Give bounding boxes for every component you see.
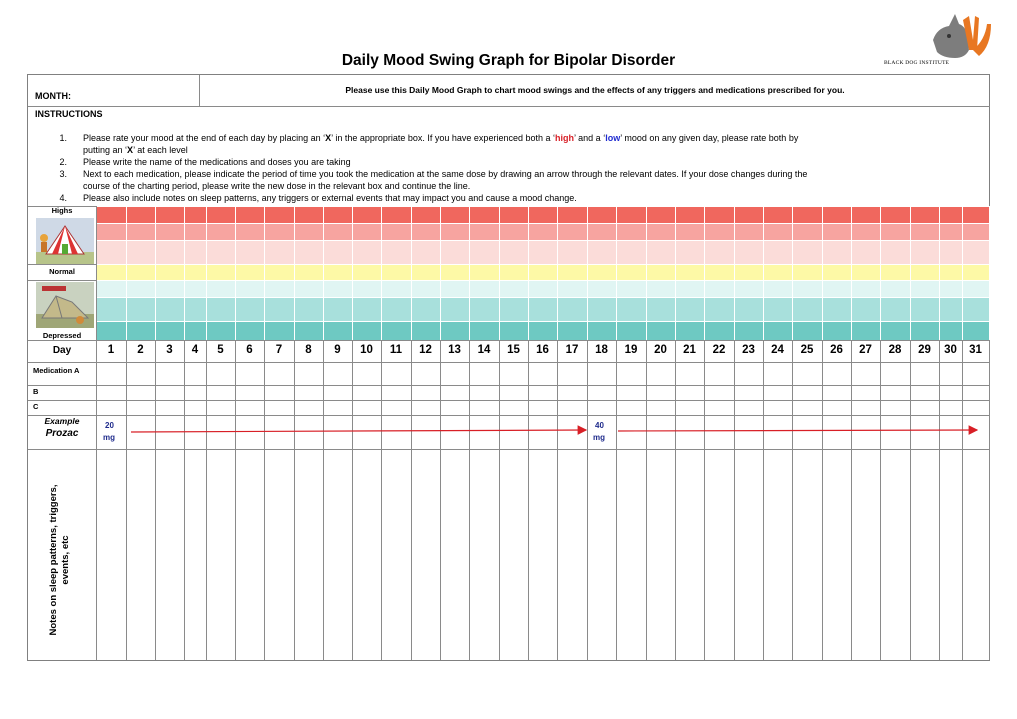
day-number: 3 — [166, 344, 173, 356]
day-number: 18 — [595, 344, 608, 356]
day-number: 21 — [683, 344, 696, 356]
day-number: 27 — [859, 344, 872, 356]
day-number: 25 — [800, 344, 814, 356]
day-number: 8 — [305, 344, 312, 356]
page-title: Daily Mood Swing Graph for Bipolar Disorder — [341, 52, 676, 69]
instruction-3-line-2: course of the charting period, please write the new dose in the relevant box and continue the line. — [83, 181, 471, 191]
instruction-num: 1. — [59, 133, 67, 143]
instruction-num: 2. — [59, 157, 67, 167]
medication-b-label: B — [33, 387, 39, 396]
day-number: 17 — [565, 344, 579, 356]
highs-label: Highs — [51, 206, 73, 215]
normal-label: Normal — [49, 267, 75, 276]
day-label: Day — [52, 345, 72, 356]
depressed-label: Depressed — [42, 331, 82, 340]
day-number: 22 — [712, 344, 726, 356]
day-number: 16 — [536, 344, 549, 356]
day-number: 23 — [742, 344, 755, 356]
day-number: 29 — [918, 344, 931, 356]
day-number: 11 — [389, 344, 403, 356]
day-number: 19 — [624, 344, 638, 356]
instruction-2: Please write the name of the medications and doses you are taking — [83, 157, 351, 167]
day-number: 26 — [830, 344, 843, 356]
instruction-4: Please also include notes on sleep patterns, any triggers or external events that may impact you and cause a mood change. — [83, 193, 577, 203]
day-number: 1 — [107, 344, 115, 356]
day-number: 20 — [654, 344, 667, 356]
day-number: 2 — [137, 344, 144, 356]
day-number: 24 — [771, 344, 784, 356]
day-number: 5 — [217, 344, 224, 356]
instruction-1-line-2: putting an ‘X’ at each level — [83, 145, 188, 155]
dose-arrow-2[interactable] — [618, 430, 977, 431]
dose-arrow-1[interactable] — [131, 430, 586, 432]
day-number: 10 — [360, 344, 373, 356]
day-number: 30 — [944, 344, 957, 356]
example-label: Example — [44, 416, 80, 426]
day-number: 13 — [448, 344, 461, 356]
intro-text: Please use this Daily Mood Graph to chart mood swings and the effects of any triggers and medications prescribed for you. — [345, 85, 845, 95]
day-number: 12 — [419, 344, 432, 356]
instruction-3-line-1: Next to each medication, please indicate the period of time you took the medication at the same dose by drawing an arrow through the relevant dates. If your dose changes during the — [83, 169, 808, 179]
instruction-num: 4. — [59, 193, 67, 203]
month-label: MONTH: — [35, 91, 71, 101]
medication-a-label: Medication A — [33, 366, 80, 375]
day-number: 31 — [969, 344, 982, 356]
day-number: 28 — [888, 344, 902, 356]
day-number: 4 — [191, 344, 199, 356]
day-number: 9 — [334, 344, 341, 356]
example-drug: Prozac — [45, 428, 79, 439]
day-number: 15 — [507, 344, 520, 356]
day-number: 7 — [275, 344, 283, 356]
dose-value-1: 20 — [105, 421, 114, 430]
day-number: 14 — [477, 344, 491, 356]
notes-label: Notes on sleep patterns, triggers, events, etc — [48, 484, 71, 636]
instruction-num: 3. — [59, 169, 67, 179]
instructions-heading: INSTRUCTIONS — [35, 109, 103, 119]
dose-unit-1: mg — [103, 433, 115, 442]
medication-c-label: C — [33, 402, 39, 411]
instruction-1-line-1: Please rate your mood at the end of each day by placing an ‘X’ in the appropriate box. If you have experienced both a ‘high’ and a ‘low’ mood on any given day, please rate both by — [83, 133, 799, 143]
day-number: 6 — [246, 344, 253, 356]
dose-unit-2: mg — [593, 433, 605, 442]
logo-text: BLACK DOG INSTITUTE — [884, 60, 950, 66]
dose-value-2: 40 — [595, 421, 604, 430]
